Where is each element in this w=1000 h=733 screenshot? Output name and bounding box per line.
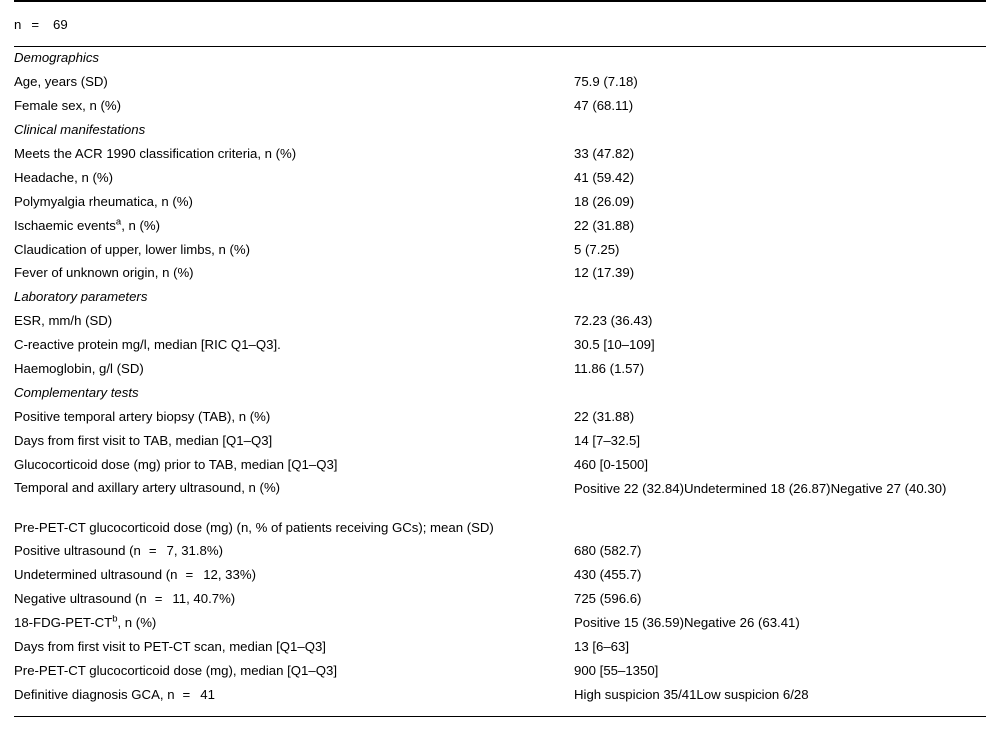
table-row [14,515,986,539]
row-label: Meets the ACR 1990 classification criteria, n (%) [14,145,297,161]
row-value: 725 (596.6) [574,591,642,607]
row-label-negative-ultrasound [14,588,574,612]
row-label: Headache, n (%) [14,169,113,185]
table-row [14,214,986,238]
footnote-marker-a: a [115,216,122,228]
row-value: 460 [0-1500] [574,456,649,472]
row-label-tail: , n (%) [121,217,161,233]
row-label: Fever of unknown origin, n (%) [14,265,194,281]
table-row [14,262,986,286]
section-title-laboratory-parameters: Laboratory parameters [14,289,148,305]
equals-sign: = [148,543,157,559]
row-label: Age, years (SD) [14,74,108,90]
row-label: Female sex, n (%) [14,98,121,114]
row-label-post: 7, 31.8%) [166,543,223,559]
section-title-demographics: Demographics [14,50,100,66]
row-label-post: 12, 33%) [203,567,256,583]
row-label-text: Ischaemic events [14,217,116,233]
row-value: 14 [7–32.5] [574,432,640,448]
row-value: 13 [6–63] [574,638,629,654]
row-label-pre: Positive ultrasound (n [14,543,141,559]
section-title-clinical-manifestations: Clinical manifestations [14,122,146,138]
row-value: 22 (31.88) [574,408,635,424]
row-label: Polymyalgia rheumatica, n (%) [14,193,193,209]
row-label: Pre-PET-CT glucocorticoid dose (mg), median [Q1–Q3] [14,662,337,678]
section-header-row [14,381,986,405]
table-row [14,142,986,166]
table-row [14,453,986,477]
row-value: Positive 22 (32.84)Undetermined 18 (26.87)Negative 27 (40.30) [574,481,947,497]
row-label-post: , n (%) [117,614,157,630]
row-label-pre: Undetermined ultrasound (n [14,567,178,583]
row-label-pre-pet-ct-gc-dose: Pre-PET-CT glucocorticoid dose (mg) (n, % of patients receiving GCs); mean (SD) [14,519,494,535]
header-n-cell [14,13,574,37]
row-value: 22 (31.88) [574,217,635,233]
table-bottom-rule [14,707,986,717]
table-header-rule [14,37,986,47]
row-label: ESR, mm/h (SD) [14,313,113,329]
table-row [14,166,986,190]
row-label-post: 41 [200,686,215,702]
table-row [14,540,986,564]
row-label-definitive-diagnosis [14,683,574,707]
table-row [14,659,986,683]
table-row [14,588,986,612]
table-row [14,564,986,588]
row-value: Positive 15 (36.59)Negative 26 (63.41) [574,614,800,630]
row-label: C-reactive protein mg/l, median [RIC Q1–Q3]. [14,337,281,353]
row-label: Claudication of upper, lower limbs, n (%) [14,241,251,257]
row-label-undetermined-ultrasound [14,564,574,588]
row-value: 430 (455.7) [574,567,642,583]
row-label-positive-ultrasound [14,540,574,564]
table-row [14,429,986,453]
row-value [574,515,986,539]
row-value: 72.23 (36.43) [574,313,653,329]
row-value: 5 (7.25) [574,241,620,257]
footnote-marker-b: b [112,613,118,625]
row-label-fdg-pet-ct [14,611,574,635]
row-value: 75.9 (7.18) [574,74,638,90]
row-label: Haemoglobin, g/l (SD) [14,360,144,376]
table-header-row [14,13,986,37]
table-row [14,683,986,707]
row-value: 41 (59.42) [574,169,635,185]
section-title-value-blank [574,286,986,310]
table-row [14,334,986,358]
section-title-complementary-tests: Complementary tests [14,384,139,400]
row-value: High suspicion 35/41Low suspicion 6/28 [574,686,809,702]
equals-sign: = [154,591,163,607]
equals-sign: = [182,686,191,702]
table-row [14,405,986,429]
row-value: 900 [55–1350] [574,662,659,678]
row-spacer [14,501,986,515]
patient-characteristics-table [14,0,986,717]
table-row [14,477,986,501]
row-label-post: 11, 40.7%) [172,591,236,607]
row-value: 18 (26.09) [574,193,635,209]
row-label: Glucocorticoid dose (mg) prior to TAB, median [Q1–Q3] [14,456,338,472]
row-label: Temporal and axillary artery ultrasound, n (%) [14,480,281,496]
row-value: 11.86 (1.57) [574,360,645,376]
table-row [14,71,986,95]
section-title-value-blank [574,119,986,143]
table-top-rule [14,1,986,13]
section-header-row [14,46,986,70]
table-row [14,611,986,635]
section-header-row [14,119,986,143]
header-n-label: n [14,16,22,32]
equals-sign: = [185,567,194,583]
row-value: 47 (68.11) [574,98,634,114]
header-blank-cell [574,13,986,37]
table-row [14,95,986,119]
section-title-value-blank [574,381,986,405]
section-header-row [14,286,986,310]
row-value: 680 (582.7) [574,543,642,559]
row-value: 12 (17.39) [574,265,635,281]
row-label: Positive temporal artery biopsy (TAB), n (%) [14,408,271,424]
header-n-equals: = [31,16,40,32]
row-label-pre: Definitive diagnosis GCA, n [14,686,175,702]
row-label-pre: Negative ultrasound (n [14,591,147,607]
section-title-value-blank [574,46,986,70]
table-row [14,310,986,334]
row-value: 30.5 [10–109] [574,337,655,353]
row-label: Days from first visit to TAB, median [Q1–Q3] [14,432,273,448]
row-value: 33 (47.82) [574,145,635,161]
header-n-value: 69 [53,16,68,32]
row-label: Days from first visit to PET-CT scan, median [Q1–Q3] [14,638,326,654]
table-row [14,357,986,381]
table-row [14,190,986,214]
table-row [14,635,986,659]
row-label-pre: 18-FDG-PET-CT [14,614,113,630]
table-row [14,238,986,262]
row-label-ischaemic [14,214,574,238]
